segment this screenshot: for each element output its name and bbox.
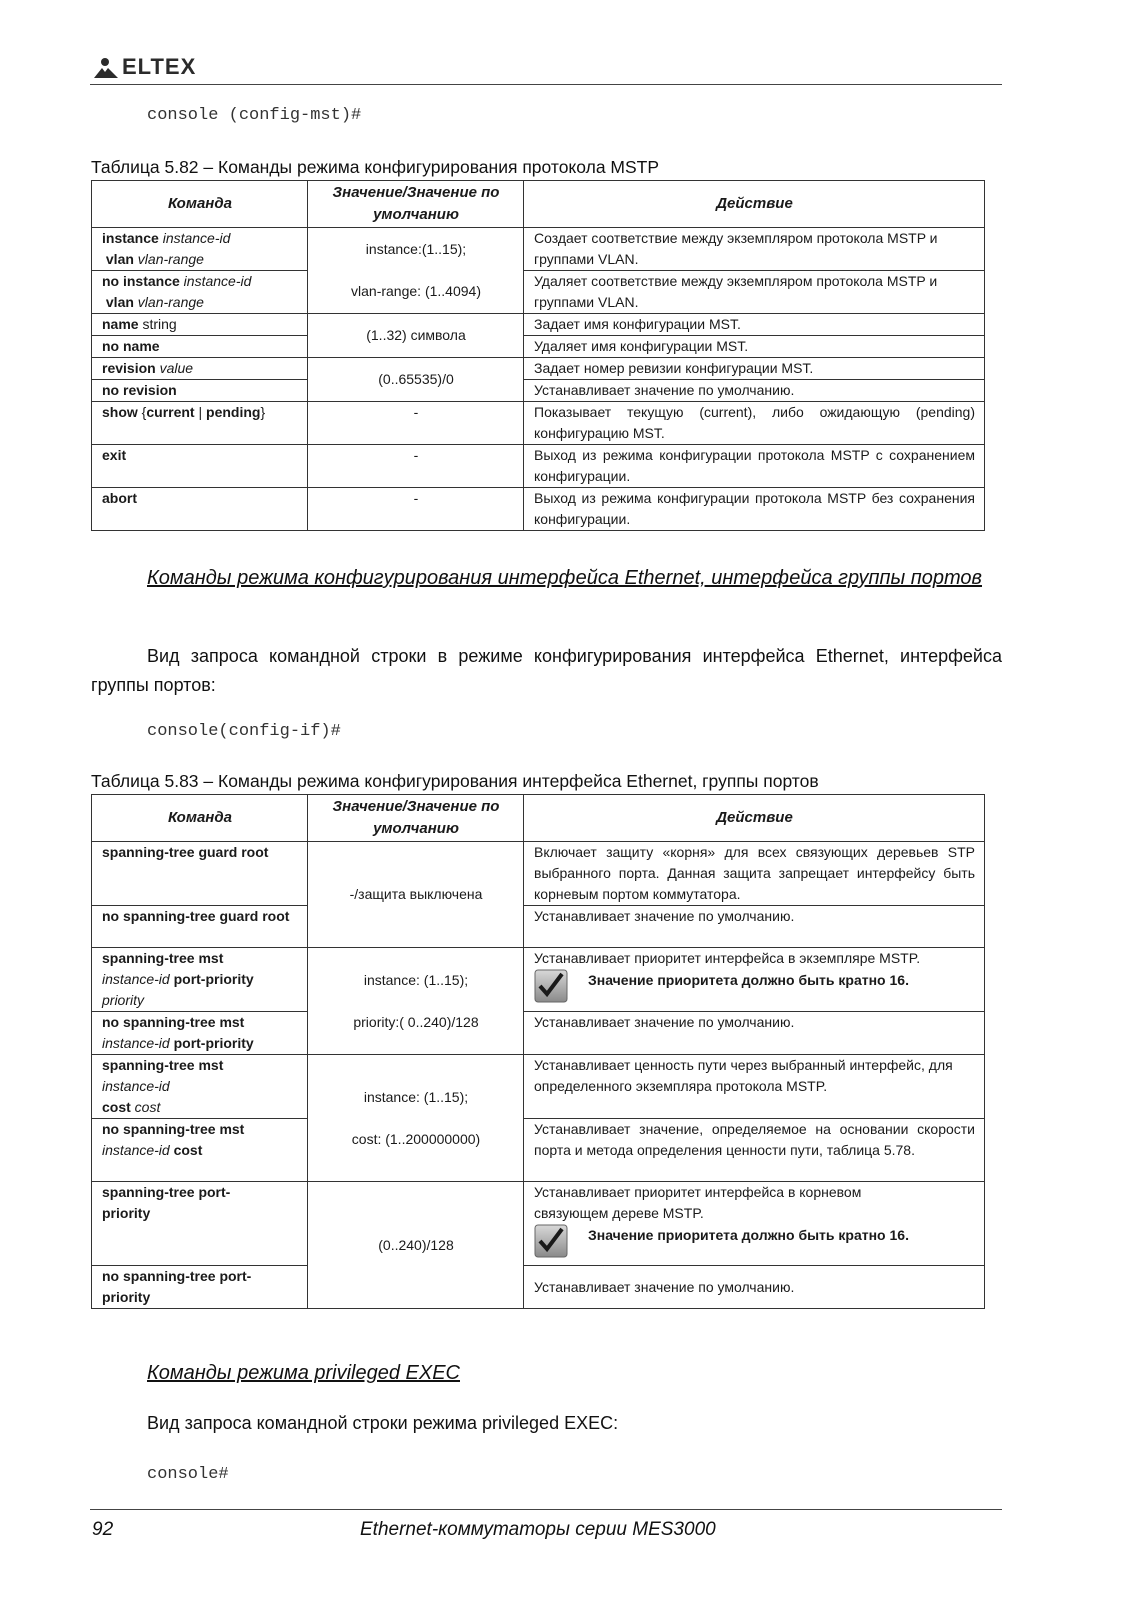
section-ethernet-title: Команды режима конфигурирования интерфейса Ethernet, интерфейса группы портов	[147, 567, 982, 589]
table2-value-port-priority: (0..240)/128	[308, 1182, 524, 1309]
table2-action-no-mst-port-priority: Устанавливает значение по умолчанию.	[524, 1012, 985, 1055]
table1-action-no-name: Удаляет имя конфигурации MST.	[524, 336, 985, 358]
table1-cmd-no-revision: no revision	[92, 380, 308, 402]
table1-action-exit: Выход из режима конфигурации протокола MSTP с сохранением конфигурации.	[524, 445, 985, 488]
table1-cmd-exit: exit	[92, 445, 308, 488]
table1-cmd-no-instance: no instance instance-id vlan vlan-range	[92, 271, 308, 314]
table1-header-command: Команда	[92, 181, 308, 228]
table1-cmd-name: name string	[92, 314, 308, 336]
table1-value-instance: instance:(1..15); vlan-range: (1..4094)	[308, 228, 524, 314]
table2-value-guard-root: -/защита выключена	[308, 842, 524, 948]
footer-title: Ethernet-коммутаторы серии MES3000	[360, 1519, 716, 1540]
note-priority-multiple: Значение приоритета должно быть кратно 16.	[534, 969, 975, 1003]
cli-prompt-config-if: console(config-if)#	[147, 722, 341, 741]
cli-prompt-privileged: console#	[147, 1465, 229, 1484]
table2-cmd-no-guard-root: no spanning-tree guard root	[92, 906, 308, 948]
table2-action-no-mst-cost: Устанавливает значение, определяемое на основании скорости порта и метода определения ценности пути, таблица 5.78.	[524, 1119, 985, 1182]
table-5-83	[91, 794, 985, 1309]
table1-header-value: Значение/Значение по умолчанию	[308, 181, 524, 228]
table2-action-port-priority: Устанавливает приоритет интерфейса в корневом связующем дереве MSTP. Значение приоритета должно быть кратно 16.	[524, 1182, 985, 1266]
table1-cmd-show: show {current | pending}	[92, 402, 308, 445]
section-privileged-exec-paragraph: Вид запроса командной строки режима privileged EXEC:	[147, 1413, 619, 1433]
table1-value-name: (1..32) символа	[308, 314, 524, 358]
table2-value-mst-port-priority: instance: (1..15); priority:( 0..240)/128	[308, 948, 524, 1055]
table2-cmd-no-mst-port-priority: no spanning-tree mst instance-id port-priority	[92, 1012, 308, 1055]
table1-action-no-revision: Устанавливает значение по умолчанию.	[524, 380, 985, 402]
table1-value-revision: (0..65535)/0	[308, 358, 524, 402]
table1-action-name: Задает имя конфигурации MST.	[524, 314, 985, 336]
table2-cmd-mst-port-priority: spanning-tree mst instance-id port-priority priority	[92, 948, 308, 1012]
table1-header-action: Действие	[524, 181, 985, 228]
table1-value-exit: -	[308, 445, 524, 488]
table2-action-guard-root: Включает защиту «корня» для всех связующих деревьев STP выбранного порта. Данная защита запрещает интерфейсу быть корневым портом коммутатора.	[524, 842, 985, 906]
eltex-logo-icon	[92, 56, 122, 80]
table2-cmd-no-port-priority: no spanning-tree port-priority	[92, 1266, 308, 1309]
checkmark-note-icon	[534, 969, 568, 1003]
logo-text: ELTEX	[122, 54, 197, 79]
section-ethernet-paragraph: Вид запроса командной строки в режиме конфигурирования интерфейса Ethernet, интерфейса группы портов:	[91, 646, 1002, 695]
table2-action-mst-port-priority: Устанавливает приоритет интерфейса в экземпляре MSTP. Значение приоритета должно быть кратно 16.	[524, 948, 985, 1012]
table2-header-value: Значение/Значение по умолчанию	[308, 795, 524, 842]
cli-prompt-mst: console (config-mst)#	[147, 106, 362, 125]
checkmark-note-icon	[534, 1224, 568, 1258]
table1-cmd-abort: abort	[92, 488, 308, 531]
section-privileged-exec-title: Команды режима privileged EXEC	[147, 1362, 460, 1384]
table2-action-mst-cost: Устанавливает ценность пути через выбранный интерфейс, для определенного экземпляра протокола MSTP.	[524, 1055, 985, 1119]
table1-value-show: -	[308, 402, 524, 445]
table2-cmd-mst-cost: spanning-tree mst instance-id cost cost	[92, 1055, 308, 1119]
table2-caption: Таблица 5.83 – Команды режима конфигурирования интерфейса Ethernet, группы портов	[91, 771, 819, 791]
table1-cmd-instance: instance instance-id vlan vlan-range	[92, 228, 308, 271]
note-priority-multiple-2: Значение приоритета должно быть кратно 16.	[534, 1224, 975, 1258]
table2-cmd-guard-root: spanning-tree guard root	[92, 842, 308, 906]
table1-action-show: Показывает текущую (current), либо ожидающую (pending) конфигурацию MST.	[524, 402, 985, 445]
table2-value-mst-cost: instance: (1..15); cost: (1..200000000)	[308, 1055, 524, 1182]
table2-cmd-no-mst-cost: no spanning-tree mst instance-id cost	[92, 1119, 308, 1182]
table1-cmd-revision: revision value	[92, 358, 308, 380]
page-number: 92	[92, 1519, 114, 1540]
header-rule	[90, 84, 1002, 85]
table2-action-no-guard-root: Устанавливает значение по умолчанию.	[524, 906, 985, 948]
table2-action-no-port-priority: Устанавливает значение по умолчанию.	[524, 1266, 985, 1309]
eltex-logo	[92, 56, 212, 82]
table-5-82	[91, 180, 985, 531]
footer-rule	[90, 1509, 1002, 1510]
table1-action-instance: Создает соответствие между экземпляром протокола MSTP и группами VLAN.	[524, 228, 985, 271]
table1-value-abort: -	[308, 488, 524, 531]
table2-header-command: Команда	[92, 795, 308, 842]
table1-action-no-instance: Удаляет соответствие между экземпляром протокола MSTP и группами VLAN.	[524, 271, 985, 314]
table1-action-revision: Задает номер ревизии конфигурации MST.	[524, 358, 985, 380]
table1-cmd-no-name: no name	[92, 336, 308, 358]
table1-caption: Таблица 5.82 – Команды режима конфигурирования протокола MSTP	[91, 157, 660, 177]
table2-header-action: Действие	[524, 795, 985, 842]
table2-cmd-port-priority: spanning-tree port-priority	[92, 1182, 308, 1266]
table1-action-abort: Выход из режима конфигурации протокола MSTP без сохранения конфигурации.	[524, 488, 985, 531]
